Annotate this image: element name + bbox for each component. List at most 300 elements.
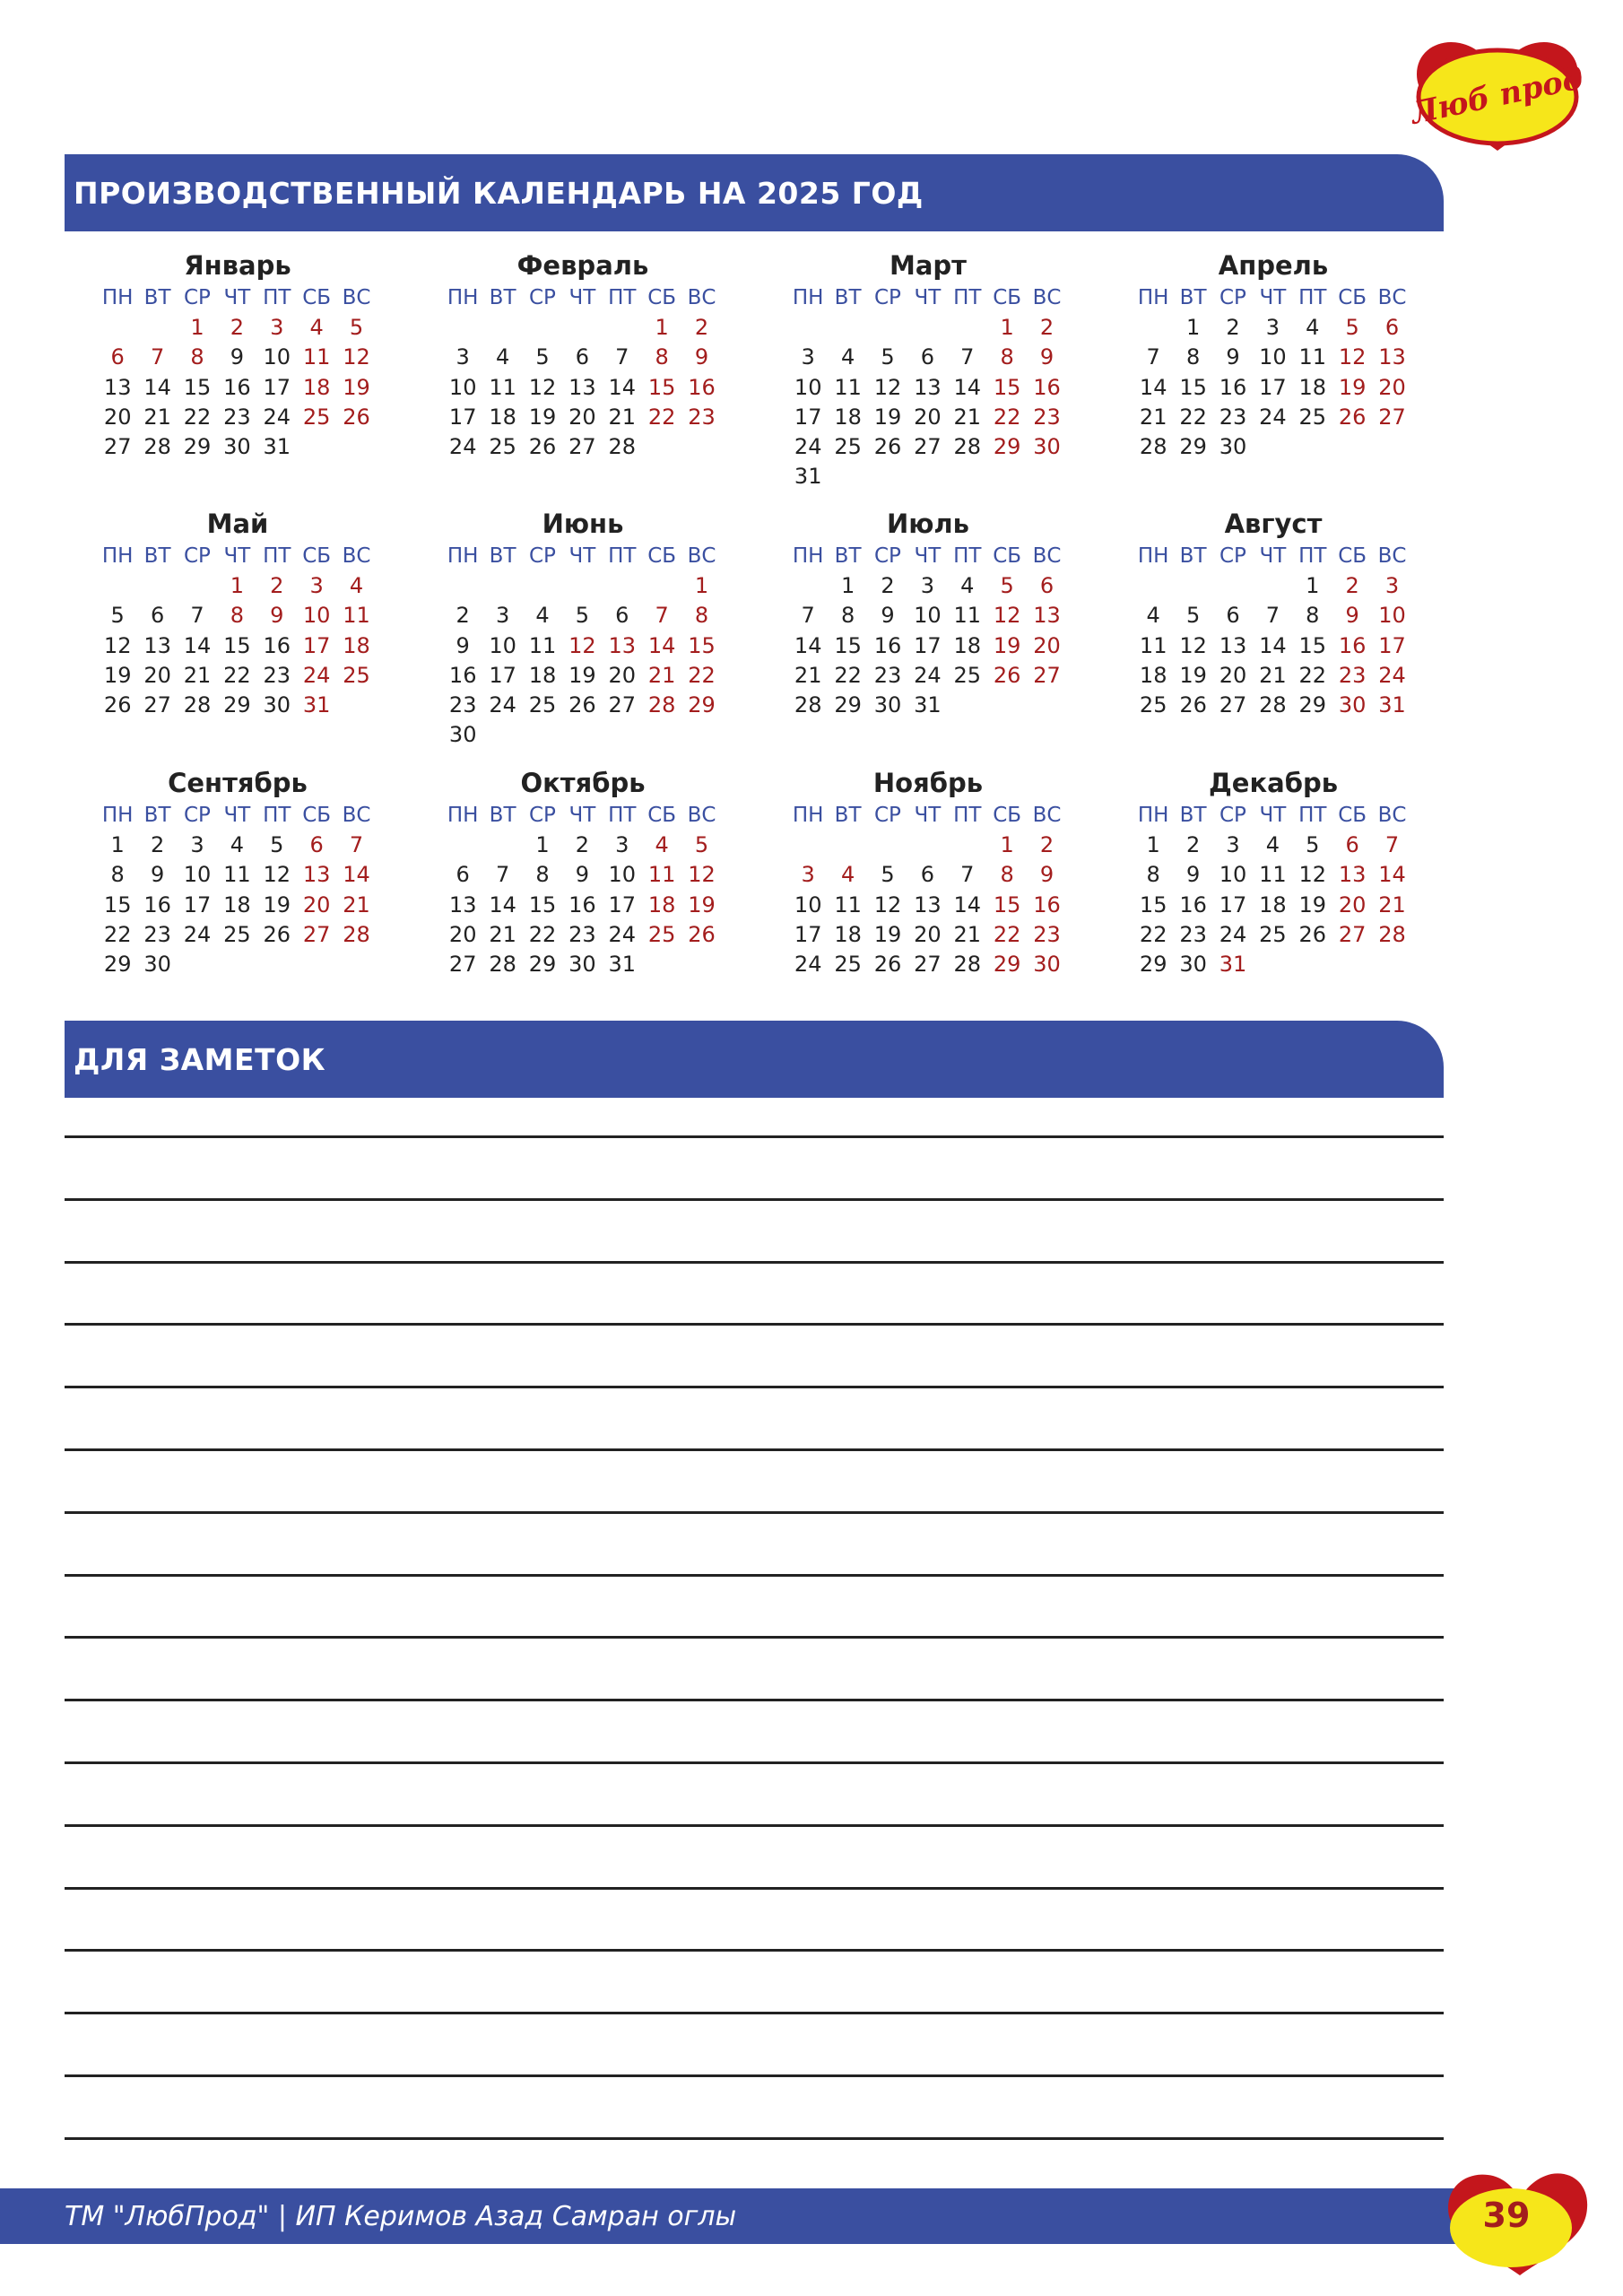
day-holiday: 26 xyxy=(343,404,370,430)
day-workday: 17 xyxy=(794,921,822,947)
day-workday: 11 xyxy=(953,603,982,629)
weekday-label: ВС xyxy=(1032,286,1062,309)
day-holiday: 7 xyxy=(1384,832,1400,857)
day-workday: 6 xyxy=(575,344,589,370)
weekday-label: ВТ xyxy=(834,544,862,568)
weekday-label: ПТ xyxy=(263,544,291,568)
day-workday: 29 xyxy=(834,692,862,718)
day-holiday: 6 xyxy=(110,344,125,370)
empty-cell xyxy=(562,313,602,343)
day-workday: 20 xyxy=(568,404,596,430)
lyubprod-logo xyxy=(1408,34,1587,160)
day-workday: 21 xyxy=(143,404,171,430)
day-workday: 21 xyxy=(489,921,516,947)
weekday-label: ПТ xyxy=(1298,804,1327,827)
day-holiday: 4 xyxy=(349,573,364,598)
day-workday: 23 xyxy=(1219,404,1247,430)
day-workday: 18 xyxy=(953,632,982,658)
day-holiday: 27 xyxy=(1378,404,1406,430)
weekday-label: ЧТ xyxy=(568,286,596,309)
weekday-label: ПН xyxy=(792,544,824,568)
weekday-label: ВТ xyxy=(143,804,171,827)
month-august xyxy=(1130,506,1417,720)
weekday-label: ЧТ xyxy=(1259,286,1287,309)
day-workday: 6 xyxy=(456,862,470,888)
day-workday: 19 xyxy=(263,891,291,918)
empty-cell xyxy=(603,313,642,343)
day-workday: 10 xyxy=(914,603,942,629)
month-may xyxy=(94,506,381,720)
day-workday: 30 xyxy=(448,722,477,748)
day-workday: 27 xyxy=(1219,692,1247,718)
day-workday: 26 xyxy=(873,952,902,978)
day-holiday: 13 xyxy=(608,632,637,658)
day-workday: 29 xyxy=(183,434,212,460)
day-holiday: 5 xyxy=(694,832,709,857)
day-workday: 26 xyxy=(568,692,596,718)
day-holiday: 26 xyxy=(993,662,1021,688)
day-workday: 1 xyxy=(1306,573,1320,598)
day-holiday: 3 xyxy=(1384,573,1400,598)
weekday-label: ВТ xyxy=(143,544,171,568)
day-workday: 22 xyxy=(1298,662,1327,688)
day-workday: 8 xyxy=(535,862,550,888)
day-holiday: 21 xyxy=(647,662,676,688)
weekday-label: ПТ xyxy=(953,544,982,568)
month-name: Июнь xyxy=(542,509,624,539)
day-workday: 15 xyxy=(1179,374,1207,400)
day-workday: 27 xyxy=(914,952,942,978)
day-workday: 30 xyxy=(263,692,291,718)
empty-cell xyxy=(868,313,907,343)
day-workday: 11 xyxy=(1259,862,1287,888)
notes-line[interactable] xyxy=(65,1949,1444,1952)
day-workday: 5 xyxy=(535,344,550,370)
empty-cell xyxy=(1253,571,1292,601)
day-holiday: 20 xyxy=(1033,632,1061,658)
month-name: Июль xyxy=(886,509,970,539)
day-holiday: 28 xyxy=(343,921,370,947)
day-workday: 23 xyxy=(143,921,171,947)
notes-line[interactable] xyxy=(65,1135,1444,1138)
day-workday: 22 xyxy=(223,662,251,688)
day-workday: 14 xyxy=(489,891,516,918)
day-workday: 10 xyxy=(1259,344,1287,370)
day-workday: 16 xyxy=(568,891,596,918)
weekday-label: ВТ xyxy=(1179,544,1207,568)
day-workday: 28 xyxy=(489,952,516,978)
day-workday: 7 xyxy=(801,603,815,629)
weekday-label: СР xyxy=(184,544,211,568)
day-workday: 8 xyxy=(1185,344,1201,370)
day-workday: 10 xyxy=(263,344,291,370)
day-workday: 27 xyxy=(143,692,171,718)
day-workday: 13 xyxy=(568,374,596,400)
day-workday: 20 xyxy=(103,404,132,430)
notes-line[interactable] xyxy=(65,1511,1444,1514)
day-holiday: 15 xyxy=(688,632,716,658)
day-holiday: 4 xyxy=(655,832,669,857)
weekday-label: ЧТ xyxy=(1259,804,1287,827)
notes-line[interactable] xyxy=(65,1198,1444,1201)
day-workday: 7 xyxy=(1265,603,1280,629)
day-workday: 18 xyxy=(528,662,557,688)
day-workday: 27 xyxy=(103,434,132,460)
day-workday: 8 xyxy=(110,862,125,888)
day-workday: 6 xyxy=(920,862,934,888)
empty-cell xyxy=(137,313,177,343)
day-workday: 25 xyxy=(1298,404,1327,430)
notes-line[interactable] xyxy=(65,1636,1444,1639)
page-number: 39 xyxy=(1482,2196,1531,2235)
weekday-label: ПН xyxy=(101,804,134,827)
day-holiday: 22 xyxy=(647,404,676,430)
day-workday: 3 xyxy=(495,603,510,629)
day-workday: 15 xyxy=(1298,632,1327,658)
weekday-label: СБ xyxy=(647,544,677,568)
day-workday: 31 xyxy=(794,464,822,490)
day-workday: 1 xyxy=(840,573,855,598)
day-workday: 5 xyxy=(270,832,284,857)
weekday-label: ПН xyxy=(1137,286,1169,309)
month-grid xyxy=(788,801,1072,979)
day-holiday: 8 xyxy=(1000,344,1014,370)
weekday-label: ВТ xyxy=(143,286,171,309)
day-workday: 15 xyxy=(223,632,251,658)
weekday-label: СБ xyxy=(1338,286,1367,309)
day-workday: 9 xyxy=(1185,862,1201,888)
month-february xyxy=(439,248,726,462)
day-holiday: 31 xyxy=(1378,692,1406,718)
day-holiday: 4 xyxy=(309,315,324,340)
day-workday: 17 xyxy=(608,891,637,918)
empty-cell xyxy=(603,571,642,601)
day-workday: 4 xyxy=(1306,315,1320,340)
day-workday: 17 xyxy=(448,404,477,430)
day-workday: 15 xyxy=(183,374,212,400)
notes-line[interactable] xyxy=(65,1887,1444,1890)
day-workday: 1 xyxy=(535,832,550,857)
empty-cell xyxy=(1213,571,1253,601)
weekday-label: СБ xyxy=(993,286,1022,309)
day-workday: 20 xyxy=(914,404,942,430)
day-holiday: 19 xyxy=(993,632,1021,658)
weekday-label: ПТ xyxy=(608,286,637,309)
day-workday: 27 xyxy=(448,952,477,978)
day-holiday: 14 xyxy=(343,862,370,888)
day-workday: 22 xyxy=(103,921,132,947)
weekday-label: СБ xyxy=(302,286,332,309)
logo-text: Люб прод xyxy=(1408,60,1587,132)
notes-title: ДЛЯ ЗАМЕТОК xyxy=(74,1041,326,1077)
day-workday: 2 xyxy=(1185,832,1201,857)
day-holiday: 31 xyxy=(302,692,331,718)
weekday-label: ВТ xyxy=(489,286,516,309)
day-holiday: 2 xyxy=(230,315,244,340)
day-workday: 20 xyxy=(143,662,171,688)
day-workday: 8 xyxy=(1146,862,1160,888)
weekday-label: СБ xyxy=(647,286,677,309)
notes-line[interactable] xyxy=(65,2137,1444,2140)
day-workday: 30 xyxy=(1219,434,1247,460)
notes-line[interactable] xyxy=(65,1448,1444,1451)
empty-cell xyxy=(562,571,602,601)
day-workday: 20 xyxy=(914,921,942,947)
weekday-label: ПН xyxy=(101,286,134,309)
day-holiday: 21 xyxy=(1378,891,1406,918)
day-workday: 1 xyxy=(1146,832,1160,857)
weekday-label: ВС xyxy=(1032,544,1062,568)
day-workday: 19 xyxy=(1179,662,1207,688)
day-holiday: 3 xyxy=(801,862,815,888)
day-workday: 22 xyxy=(1139,921,1167,947)
weekday-label: ЧТ xyxy=(223,286,251,309)
notes-line[interactable] xyxy=(65,1261,1444,1264)
notes-line[interactable] xyxy=(65,1574,1444,1577)
empty-cell xyxy=(1133,571,1173,601)
day-workday: 14 xyxy=(608,374,637,400)
day-workday: 13 xyxy=(103,374,132,400)
month-name: Февраль xyxy=(516,250,649,281)
day-workday: 18 xyxy=(1259,891,1287,918)
notes-line[interactable] xyxy=(65,1699,1444,1701)
day-holiday: 18 xyxy=(343,632,370,658)
weekday-label: СР xyxy=(1219,544,1246,568)
weekday-label: СР xyxy=(1219,804,1246,827)
day-holiday: 11 xyxy=(647,862,676,888)
day-holiday: 1 xyxy=(1000,832,1014,857)
weekday-label: СР xyxy=(184,804,211,827)
day-workday: 31 xyxy=(608,952,637,978)
day-workday: 6 xyxy=(615,603,629,629)
day-workday: 3 xyxy=(801,344,815,370)
day-workday: 2 xyxy=(881,573,895,598)
day-holiday: 9 xyxy=(1345,603,1359,629)
day-workday: 8 xyxy=(840,603,855,629)
weekday-label: СР xyxy=(874,804,901,827)
day-workday: 10 xyxy=(1219,862,1247,888)
notes-line[interactable] xyxy=(65,1761,1444,1764)
day-holiday: 26 xyxy=(688,921,716,947)
notes-line[interactable] xyxy=(65,1824,1444,1827)
weekday-label: ЧТ xyxy=(568,804,596,827)
day-workday: 21 xyxy=(1259,662,1287,688)
month-july xyxy=(785,506,1072,720)
day-holiday: 23 xyxy=(1033,921,1061,947)
weekday-label: ВС xyxy=(1377,286,1407,309)
day-holiday: 8 xyxy=(190,344,204,370)
day-workday: 5 xyxy=(1306,832,1320,857)
day-workday: 3 xyxy=(920,573,934,598)
day-holiday: 1 xyxy=(694,573,709,598)
day-holiday: 16 xyxy=(1338,632,1367,658)
notes-line[interactable] xyxy=(65,1323,1444,1326)
empty-cell xyxy=(828,831,867,860)
day-workday: 7 xyxy=(190,603,204,629)
day-workday: 3 xyxy=(1265,315,1280,340)
day-workday: 5 xyxy=(881,344,895,370)
empty-cell xyxy=(948,313,987,343)
weekday-label: ВС xyxy=(687,804,716,827)
day-workday: 10 xyxy=(448,374,477,400)
day-workday: 11 xyxy=(223,862,251,888)
empty-cell xyxy=(98,571,137,601)
day-workday: 4 xyxy=(230,832,244,857)
weekday-label: ПТ xyxy=(263,804,291,827)
weekday-label: ЧТ xyxy=(1259,544,1287,568)
weekday-label: СР xyxy=(529,286,556,309)
day-workday: 12 xyxy=(263,862,291,888)
day-holiday: 2 xyxy=(1039,832,1055,857)
weekday-label: ВТ xyxy=(1179,286,1207,309)
day-holiday: 18 xyxy=(647,891,676,918)
month-january xyxy=(94,248,381,462)
day-workday: 28 xyxy=(608,434,637,460)
day-workday: 7 xyxy=(1146,344,1160,370)
day-workday: 25 xyxy=(1139,692,1167,718)
day-workday: 25 xyxy=(489,434,516,460)
day-workday: 24 xyxy=(183,921,212,947)
month-grid xyxy=(443,801,726,979)
day-workday: 24 xyxy=(448,434,477,460)
day-workday: 7 xyxy=(960,862,975,888)
day-holiday: 8 xyxy=(655,344,669,370)
day-workday: 18 xyxy=(489,404,516,430)
day-holiday: 20 xyxy=(1378,374,1406,400)
day-holiday: 19 xyxy=(1338,374,1367,400)
day-workday: 14 xyxy=(183,632,212,658)
day-workday: 16 xyxy=(448,662,477,688)
day-workday: 12 xyxy=(1179,632,1207,658)
weekday-label: ЧТ xyxy=(568,544,596,568)
month-grid xyxy=(98,283,381,462)
day-holiday: 18 xyxy=(302,374,331,400)
day-workday: 27 xyxy=(568,434,596,460)
day-workday: 23 xyxy=(568,921,596,947)
day-workday: 10 xyxy=(608,862,637,888)
weekday-label: ВТ xyxy=(834,804,862,827)
day-holiday: 27 xyxy=(1033,662,1061,688)
day-workday: 5 xyxy=(1185,603,1201,629)
day-workday: 23 xyxy=(873,662,902,688)
day-workday: 1 xyxy=(110,832,125,857)
day-holiday: 27 xyxy=(1338,921,1367,947)
day-workday: 24 xyxy=(794,952,822,978)
notes-title-banner xyxy=(65,1021,1444,1098)
notes-line[interactable] xyxy=(65,2012,1444,2014)
day-workday: 22 xyxy=(528,921,557,947)
day-holiday: 6 xyxy=(1039,573,1055,598)
day-workday: 13 xyxy=(448,891,477,918)
day-holiday: 13 xyxy=(302,862,331,888)
day-holiday: 15 xyxy=(993,374,1021,400)
day-workday: 21 xyxy=(608,404,637,430)
day-holiday: 12 xyxy=(1338,344,1367,370)
notes-line[interactable] xyxy=(65,1386,1444,1388)
empty-cell xyxy=(948,831,987,860)
day-holiday: 24 xyxy=(302,662,331,688)
month-name: Август xyxy=(1224,509,1323,539)
day-workday: 22 xyxy=(183,404,212,430)
day-holiday: 12 xyxy=(993,603,1021,629)
empty-cell xyxy=(642,571,681,601)
day-workday: 24 xyxy=(1219,921,1247,947)
day-workday: 8 xyxy=(1306,603,1320,629)
day-holiday: 10 xyxy=(302,603,331,629)
day-workday: 3 xyxy=(190,832,204,857)
month-name: Март xyxy=(890,250,967,281)
day-workday: 17 xyxy=(794,404,822,430)
day-holiday: 16 xyxy=(1033,891,1061,918)
day-workday: 25 xyxy=(1259,921,1287,947)
day-workday: 19 xyxy=(1298,891,1327,918)
day-workday: 17 xyxy=(914,632,942,658)
day-workday: 14 xyxy=(143,374,171,400)
day-workday: 2 xyxy=(1226,315,1240,340)
day-workday: 24 xyxy=(1259,404,1287,430)
day-workday: 20 xyxy=(448,921,477,947)
day-workday: 28 xyxy=(1259,692,1287,718)
day-holiday: 12 xyxy=(568,632,596,658)
month-name: Октябрь xyxy=(520,768,646,798)
day-workday: 27 xyxy=(608,692,637,718)
month-november xyxy=(785,765,1072,979)
weekday-label: ВТ xyxy=(834,286,862,309)
day-holiday: 29 xyxy=(688,692,716,718)
month-june xyxy=(439,506,726,751)
footer-bar xyxy=(0,2188,1471,2244)
notes-line[interactable] xyxy=(65,2074,1444,2077)
day-workday: 19 xyxy=(528,404,557,430)
month-name: Декабрь xyxy=(1208,768,1339,798)
weekday-label: ВС xyxy=(342,286,371,309)
month-name: Апрель xyxy=(1218,250,1329,281)
day-workday: 5 xyxy=(110,603,125,629)
day-workday: 9 xyxy=(575,862,589,888)
weekday-label: СБ xyxy=(647,804,677,827)
day-holiday: 17 xyxy=(302,632,331,658)
month-grid xyxy=(443,283,726,462)
day-holiday: 25 xyxy=(302,404,331,430)
month-grid xyxy=(98,542,381,720)
day-workday: 17 xyxy=(183,891,212,918)
day-holiday: 28 xyxy=(1378,921,1406,947)
weekday-label: ЧТ xyxy=(223,804,251,827)
day-workday: 7 xyxy=(960,344,975,370)
day-workday: 21 xyxy=(953,921,982,947)
day-holiday: 1 xyxy=(190,315,204,340)
day-workday: 13 xyxy=(914,891,942,918)
day-holiday: 11 xyxy=(302,344,331,370)
day-workday: 16 xyxy=(143,891,171,918)
day-holiday: 1 xyxy=(1000,315,1014,340)
day-holiday: 27 xyxy=(302,921,331,947)
empty-cell xyxy=(907,831,947,860)
day-workday: 4 xyxy=(1265,832,1280,857)
day-workday: 9 xyxy=(1226,344,1240,370)
day-workday: 9 xyxy=(881,603,895,629)
day-holiday: 8 xyxy=(1000,862,1014,888)
empty-cell xyxy=(482,831,522,860)
day-workday: 16 xyxy=(263,632,291,658)
day-holiday: 23 xyxy=(688,404,716,430)
day-workday: 20 xyxy=(1219,662,1247,688)
month-grid xyxy=(1133,283,1417,462)
day-workday: 13 xyxy=(914,374,942,400)
day-workday: 21 xyxy=(953,404,982,430)
day-workday: 29 xyxy=(1139,952,1167,978)
empty-cell xyxy=(788,313,828,343)
